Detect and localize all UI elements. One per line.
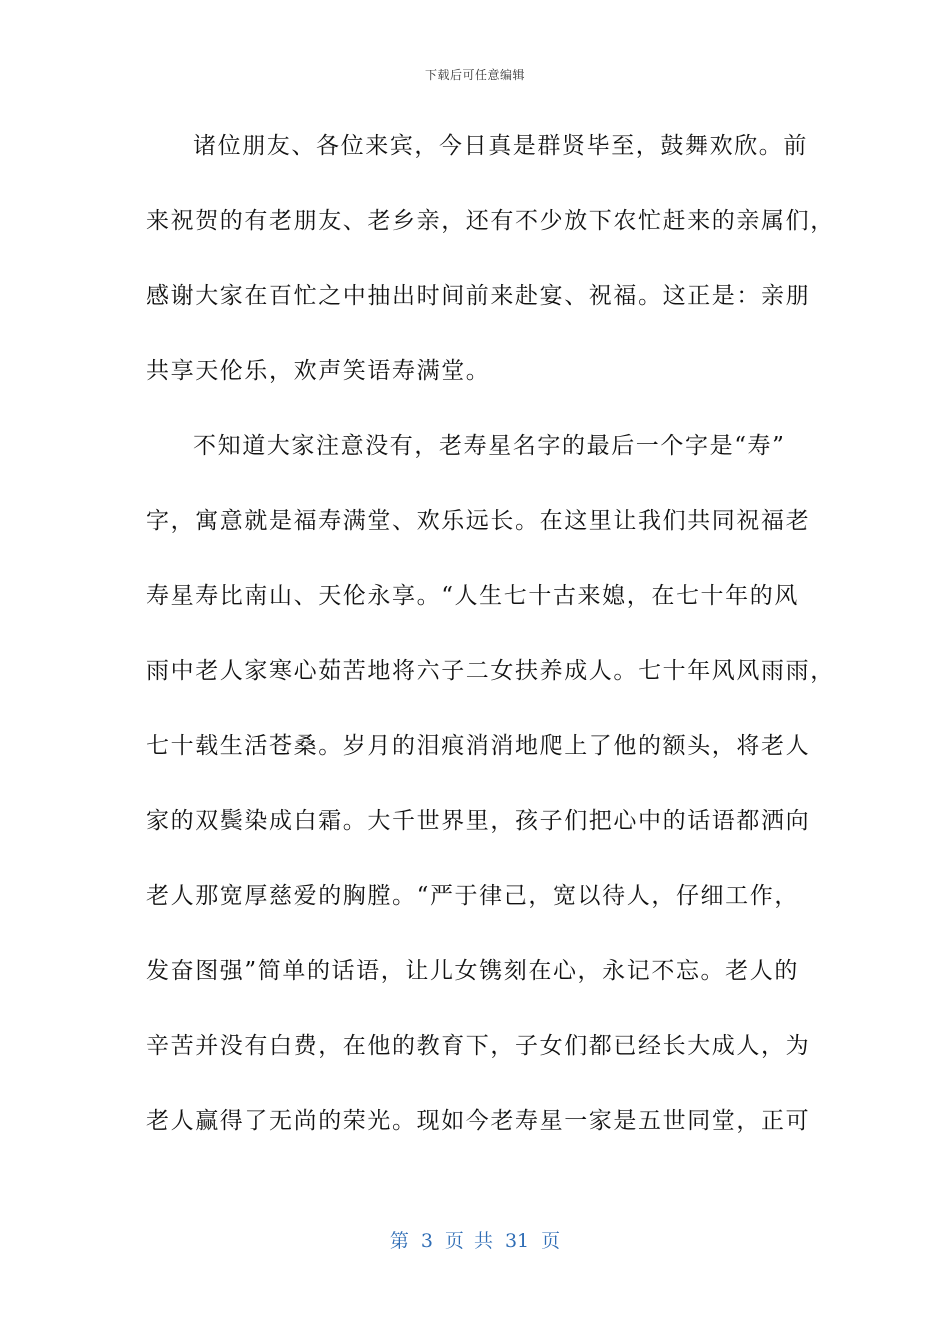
paragraph-2-line-5: 七十载生活苍桑。岁月的泪痕消消地爬上了他的额头，将老人	[146, 733, 811, 759]
footer-total-pages: 31	[504, 1230, 530, 1252]
paragraph-2-line-1: 不知道大家注意没有，老寿星名字的最后一个字是“寿”	[193, 433, 786, 459]
paragraph-2-line-10: 老人赢得了无尚的荣光。现如今老寿星一家是五世同堂，正可	[146, 1108, 811, 1134]
page-header: 下载后可任意编辑	[424, 68, 525, 82]
paragraph-1-line-1: 诸位朋友、各位来宾，今日真是群贤毕至，鼓舞欢欣。前	[193, 133, 808, 159]
document-body	[146, 120, 835, 1170]
paragraph-2-line-2: 字，寓意就是福寿满堂、欢乐远长。在这里让我们共同祝福老	[146, 508, 811, 534]
paragraph-2-line-7: 老人那宽厚慈爱的胸膛。“严于律己，宽以待人，仔细工作，	[146, 883, 799, 909]
paragraph-2-line-8: 发奋图强”简单的话语，让儿女镌刻在心，永记不忘。老人的	[146, 958, 799, 984]
footer-page-number: 3	[420, 1230, 433, 1252]
paragraph-1-line-4: 共享天伦乐，欢声笑语寿满堂。	[146, 358, 491, 384]
footer-suffix: 页	[541, 1230, 561, 1252]
paragraph-1-line-3: 感谢大家在百忙之中抽出时间前来赴宴、祝福。这正是：亲朋	[146, 283, 811, 309]
paragraph-2-line-9: 辛苦并没有白费，在他的教育下，子女们都已经长大成人，为	[146, 1033, 811, 1059]
footer-mid: 页 共	[444, 1230, 493, 1252]
paragraph-2-line-6: 家的双鬓染成白霜。大千世界里，孩子们把心中的话语都洒向	[146, 808, 811, 834]
paragraph-1-line-2: 来祝贺的有老朋友、老乡亲，还有不少放下农忙赶来的亲属们，	[146, 208, 835, 234]
paragraph-2-line-3: 寿星寿比南山、天伦永享。“人生七十古来媳，在七十年的风	[146, 583, 799, 609]
footer-prefix: 第	[389, 1230, 409, 1252]
page-footer	[0, 1226, 950, 1253]
paragraph-2-line-4: 雨中老人家寒心茹苦地将六子二女扶养成人。七十年风风雨雨，	[146, 658, 835, 684]
